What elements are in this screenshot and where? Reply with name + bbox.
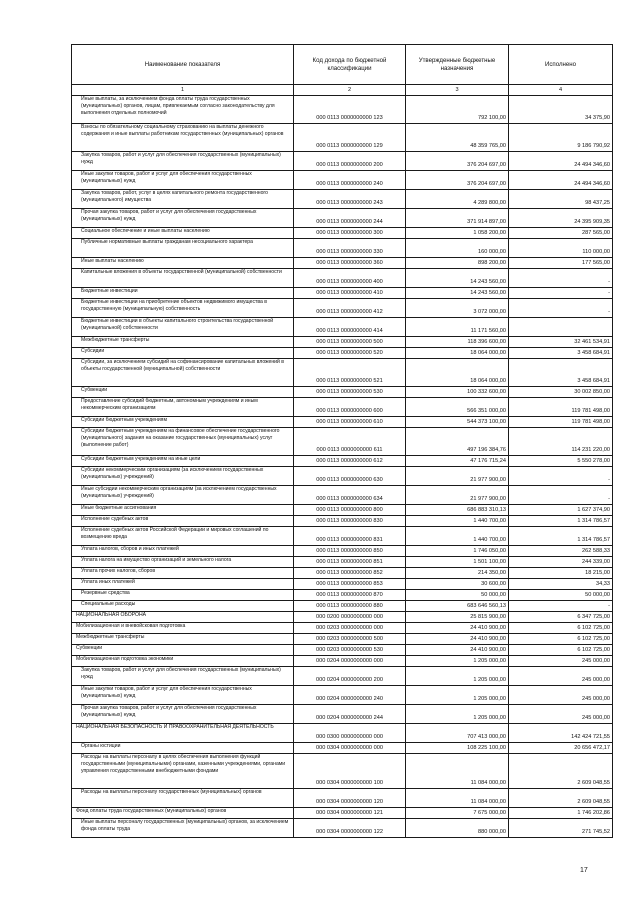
approved-amount-cell: 50 000,00 (406, 590, 509, 601)
table-row (72, 359, 613, 387)
table-row (72, 808, 613, 819)
indicator-name-cell: Исполнение судебных актов (72, 516, 294, 527)
budget-code-cell: 000 0113 0000000000 630 (294, 467, 406, 486)
table-row (72, 579, 613, 590)
approved-amount-cell: 11 084 000,00 (406, 754, 509, 789)
table-row (72, 546, 613, 557)
budget-code-cell: 000 0113 0000000000 530 (294, 387, 406, 398)
executed-amount-cell: 30 002 850,00 (509, 387, 613, 398)
budget-code-cell: 000 0113 0000000000 851 (294, 557, 406, 568)
budget-code-cell: 000 0113 0000000000 400 (294, 269, 406, 288)
table-row (72, 686, 613, 705)
budget-code-cell: 000 0113 0000000000 521 (294, 359, 406, 387)
executed-amount-cell: 262 588,33 (509, 546, 613, 557)
budget-code-cell: 000 0204 0000000000 200 (294, 667, 406, 686)
indicator-name-cell: Уплата прочих налогов, сборов (72, 568, 294, 579)
budget-code-cell: 000 0200 0000000000 000 (294, 612, 406, 623)
indicator-name-cell: Межбюджетные трансферты (72, 634, 294, 645)
approved-amount-cell: 21 977 900,00 (406, 467, 509, 486)
indicator-name-cell: Прочая закупка товаров, работ и услуг для обеспечения государственных (муниципальных) нужд (72, 705, 294, 724)
budget-code-cell: 000 0113 0000000000 500 (294, 337, 406, 348)
executed-amount-cell: 24 494 346,60 (509, 152, 613, 171)
executed-amount-cell: 245 000,00 (509, 667, 613, 686)
budget-code-cell: 000 0113 0000000000 240 (294, 171, 406, 190)
approved-amount-cell: 497 196 384,76 (406, 428, 509, 456)
executed-amount-cell: - (509, 601, 613, 612)
table-row (72, 428, 613, 456)
approved-amount-cell: 47 176 715,24 (406, 456, 509, 467)
executed-amount-cell: 245 000,00 (509, 705, 613, 724)
approved-amount-cell: 1 058 200,00 (406, 228, 509, 239)
indicator-name-cell: Взносы по обязательному социальному страхованию на выплаты денежного содержания и иные выплаты работникам государственных (муниципальных) органов (72, 124, 294, 152)
budget-code-cell: 000 0300 0000000000 000 (294, 724, 406, 743)
executed-amount-cell: 114 231 220,00 (509, 428, 613, 456)
indicator-name-cell: Иные закупки товаров, работ и услуг для обеспечения государственных (муниципальных) нужд (72, 686, 294, 705)
executed-amount-cell: 50 000,00 (509, 590, 613, 601)
column-number: 1 (72, 85, 294, 96)
approved-amount-cell: 214 350,00 (406, 568, 509, 579)
table-row (72, 634, 613, 645)
approved-amount-cell: 707 413 000,00 (406, 724, 509, 743)
executed-amount-cell: - (509, 467, 613, 486)
approved-amount-cell: 21 977 900,00 (406, 486, 509, 505)
executed-amount-cell: 5 550 278,00 (509, 456, 613, 467)
budget-code-cell: 000 0113 0000000000 243 (294, 190, 406, 209)
budget-code-cell: 000 0203 0000000000 500 (294, 634, 406, 645)
approved-amount-cell: 18 064 000,00 (406, 359, 509, 387)
indicator-name-cell: Фонд оплаты труда государственных (муниципальных) органов (72, 808, 294, 819)
table-row (72, 299, 613, 318)
table-row (72, 645, 613, 656)
executed-amount-cell: 119 781 498,00 (509, 417, 613, 428)
approved-amount-cell: 24 410 900,00 (406, 634, 509, 645)
executed-amount-cell: 6 102 725,00 (509, 634, 613, 645)
budget-code-cell: 000 0113 0000000000 852 (294, 568, 406, 579)
executed-amount-cell: 24 395 909,35 (509, 209, 613, 228)
header-indicator-name: Наименование показателя (72, 45, 294, 85)
budget-code-cell: 000 0304 0000000000 121 (294, 808, 406, 819)
table-row (72, 171, 613, 190)
table-row (72, 590, 613, 601)
column-number: 2 (294, 85, 406, 96)
budget-code-cell: 000 0304 0000000000 120 (294, 789, 406, 808)
executed-amount-cell: 98 437,25 (509, 190, 613, 209)
approved-amount-cell: 376 204 697,00 (406, 171, 509, 190)
indicator-name-cell: Уплата налога на имущество организаций и земельного налога (72, 557, 294, 568)
approved-amount-cell: 100 332 600,00 (406, 387, 509, 398)
approved-amount-cell: 48 359 765,00 (406, 124, 509, 152)
indicator-name-cell: Социальное обеспечение и иные выплаты населению (72, 228, 294, 239)
budget-code-cell: 000 0113 0000000000 831 (294, 527, 406, 546)
approved-amount-cell: 24 410 900,00 (406, 623, 509, 634)
approved-amount-cell: 30 600,00 (406, 579, 509, 590)
approved-amount-cell: 566 351 000,00 (406, 398, 509, 417)
table-row (72, 258, 613, 269)
table-row (72, 486, 613, 505)
budget-code-cell: 000 0204 0000000000 244 (294, 705, 406, 724)
executed-amount-cell: 271 745,52 (509, 819, 613, 838)
budget-code-cell: 000 0113 0000000000 611 (294, 428, 406, 456)
indicator-name-cell: Закупка товаров, работ и услуг для обеспечения государственных (муниципальных) нужд (72, 667, 294, 686)
table-row (72, 152, 613, 171)
executed-amount-cell: 32 461 534,91 (509, 337, 613, 348)
approved-amount-cell: 1 501 100,00 (406, 557, 509, 568)
indicator-name-cell: Специальные расходы (72, 601, 294, 612)
approved-amount-cell: 1 440 700,00 (406, 516, 509, 527)
table-row (72, 467, 613, 486)
approved-amount-cell: 1 205 000,00 (406, 667, 509, 686)
table-row (72, 527, 613, 546)
table-row (72, 318, 613, 337)
table-row (72, 348, 613, 359)
approved-amount-cell: 1 205 000,00 (406, 705, 509, 724)
page-number: 17 (580, 867, 588, 874)
indicator-name-cell: Уплата иных платежей (72, 579, 294, 590)
indicator-name-cell: НАЦИОНАЛЬНАЯ ОБОРОНА (72, 612, 294, 623)
approved-amount-cell: 18 064 000,00 (406, 348, 509, 359)
indicator-name-cell: Иные закупки товаров, работ и услуг для обеспечения государственных (муниципальных) нужд (72, 171, 294, 190)
indicator-name-cell: Расходы на выплаты персоналу государственных (муниципальных) органов (72, 789, 294, 808)
approved-amount-cell: 1 746 050,00 (406, 546, 509, 557)
executed-amount-cell: - (509, 486, 613, 505)
header-executed-amount: Исполнено (509, 45, 613, 85)
executed-amount-cell: 34 375,90 (509, 96, 613, 124)
budget-execution-table (71, 44, 613, 838)
executed-amount-cell: 6 347 725,00 (509, 612, 613, 623)
indicator-name-cell: Публичные нормативные выплаты гражданам несоциального характера (72, 239, 294, 258)
executed-amount-cell: 3 458 684,91 (509, 359, 613, 387)
executed-amount-cell: - (509, 269, 613, 288)
table-row (72, 505, 613, 516)
executed-amount-cell: 2 609 048,55 (509, 789, 613, 808)
approved-amount-cell: 11 084 000,00 (406, 789, 509, 808)
table-row (72, 269, 613, 288)
budget-code-cell: 000 0113 0000000000 612 (294, 456, 406, 467)
indicator-name-cell: Субсидии бюджетным учреждениям на иные цели (72, 456, 294, 467)
table-row (72, 456, 613, 467)
budget-code-cell: 000 0203 0000000000 000 (294, 623, 406, 634)
budget-code-cell: 000 0113 0000000000 123 (294, 96, 406, 124)
budget-code-cell: 000 0113 0000000000 880 (294, 601, 406, 612)
executed-amount-cell: 6 102 725,00 (509, 623, 613, 634)
table-row (72, 190, 613, 209)
indicator-name-cell: Прочая закупка товаров, работ и услуг для обеспечения государственных (муниципальных) нужд (72, 209, 294, 228)
table-row (72, 387, 613, 398)
executed-amount-cell: 1 314 786,57 (509, 516, 613, 527)
indicator-name-cell: Субсидии некоммерческим организациям (за исключением государственных (муниципальных) учреждений) (72, 467, 294, 486)
table-row (72, 398, 613, 417)
budget-code-cell: 000 0113 0000000000 412 (294, 299, 406, 318)
executed-amount-cell: - (509, 288, 613, 299)
indicator-name-cell: Предоставление субсидий бюджетным, автономным учреждениям и иным некоммерческим организациям (72, 398, 294, 417)
table-row (72, 209, 613, 228)
column-number-row (72, 85, 613, 96)
indicator-name-cell: Капитальные вложения в объекты государственной (муниципальной) собственности (72, 269, 294, 288)
indicator-name-cell: Мобилизационная и вневойсковая подготовка (72, 623, 294, 634)
table-row (72, 288, 613, 299)
approved-amount-cell: 7 675 000,00 (406, 808, 509, 819)
executed-amount-cell: 6 102 725,00 (509, 645, 613, 656)
table-row (72, 667, 613, 686)
indicator-name-cell: Субвенции (72, 387, 294, 398)
indicator-name-cell: Резервные средства (72, 590, 294, 601)
budget-code-cell: 000 0113 0000000000 830 (294, 516, 406, 527)
table-body (72, 96, 613, 838)
table-row (72, 623, 613, 634)
approved-amount-cell: 118 396 600,00 (406, 337, 509, 348)
table-header (72, 45, 613, 96)
budget-code-cell: 000 0113 0000000000 200 (294, 152, 406, 171)
table-row (72, 656, 613, 667)
executed-amount-cell: 177 565,00 (509, 258, 613, 269)
table-row (72, 789, 613, 808)
budget-code-cell: 000 0304 0000000000 100 (294, 754, 406, 789)
column-number: 4 (509, 85, 613, 96)
executed-amount-cell: 1 627 374,90 (509, 505, 613, 516)
executed-amount-cell: 245 000,00 (509, 656, 613, 667)
budget-code-cell: 000 0304 0000000000 000 (294, 743, 406, 754)
indicator-name-cell: Уплата налогов, сборов и иных платежей (72, 546, 294, 557)
indicator-name-cell: Закупка товаров, работ и услуг для обеспечения государственных (муниципальных) нужд (72, 152, 294, 171)
indicator-name-cell: Бюджетные инвестиции в объекты капитального строительства государственной (муниципальной) собственности (72, 318, 294, 337)
executed-amount-cell: 1 746 202,86 (509, 808, 613, 819)
indicator-name-cell: Межбюджетные трансферты (72, 337, 294, 348)
executed-amount-cell: 24 494 346,60 (509, 171, 613, 190)
indicator-name-cell: Органы юстиции (72, 743, 294, 754)
table-row (72, 337, 613, 348)
budget-code-cell: 000 0204 0000000000 240 (294, 686, 406, 705)
approved-amount-cell: 4 289 800,00 (406, 190, 509, 209)
executed-amount-cell: 287 565,00 (509, 228, 613, 239)
approved-amount-cell: 3 072 000,00 (406, 299, 509, 318)
executed-amount-cell: 244 339,00 (509, 557, 613, 568)
table-row (72, 743, 613, 754)
executed-amount-cell: 2 609 048,55 (509, 754, 613, 789)
executed-amount-cell: 34,33 (509, 579, 613, 590)
indicator-name-cell: Иные субсидии некоммерческим организациям (за исключением государственных (муниципальных) учреждений) (72, 486, 294, 505)
table-row (72, 228, 613, 239)
budget-code-cell: 000 0113 0000000000 244 (294, 209, 406, 228)
budget-code-cell: 000 0113 0000000000 360 (294, 258, 406, 269)
header-row (72, 45, 613, 85)
indicator-name-cell: Иные выплаты, за исключением фонда оплаты труда государственных (муниципальных) органов, лицам, привлекаемым согласно законодательству для выполнения отдельных полномочий (72, 96, 294, 124)
approved-amount-cell: 544 373 100,00 (406, 417, 509, 428)
executed-amount-cell: 142 424 721,55 (509, 724, 613, 743)
budget-code-cell: 000 0203 0000000000 530 (294, 645, 406, 656)
table-row (72, 612, 613, 623)
table-row (72, 239, 613, 258)
budget-code-cell: 000 0113 0000000000 410 (294, 288, 406, 299)
budget-code-cell: 000 0113 0000000000 300 (294, 228, 406, 239)
approved-amount-cell: 683 646 560,13 (406, 601, 509, 612)
indicator-name-cell: Бюджетные инвестиции на приобретение объектов недвижимого имущества в государственную (муниципальную) собственность (72, 299, 294, 318)
executed-amount-cell: 20 656 472,17 (509, 743, 613, 754)
budget-code-cell: 000 0113 0000000000 853 (294, 579, 406, 590)
indicator-name-cell: Исполнение судебных актов Российской Федерации и мировых соглашений по возмещению вреда (72, 527, 294, 546)
budget-code-cell: 000 0113 0000000000 129 (294, 124, 406, 152)
approved-amount-cell: 1 440 700,00 (406, 527, 509, 546)
table-row (72, 557, 613, 568)
budget-code-cell: 000 0113 0000000000 800 (294, 505, 406, 516)
executed-amount-cell: 3 458 684,91 (509, 348, 613, 359)
approved-amount-cell: 792 100,00 (406, 96, 509, 124)
table-row (72, 601, 613, 612)
table-row (72, 516, 613, 527)
indicator-name-cell: Закупка товаров, работ, услуг в целях капитального ремонта государственного (муниципального) имущества (72, 190, 294, 209)
approved-amount-cell: 1 205 000,00 (406, 656, 509, 667)
executed-amount-cell: 119 781 498,00 (509, 398, 613, 417)
budget-code-cell: 000 0113 0000000000 870 (294, 590, 406, 601)
approved-amount-cell: 371 914 897,00 (406, 209, 509, 228)
table-row (72, 819, 613, 838)
indicator-name-cell: Субсидии (72, 348, 294, 359)
indicator-name-cell: Субвенции (72, 645, 294, 656)
budget-code-cell: 000 0113 0000000000 634 (294, 486, 406, 505)
indicator-name-cell: Субсидии бюджетным учреждениям на финансовое обеспечение государственного (муниципального) задания на оказание государственных (муниципальных) услуг (выполнение работ) (72, 428, 294, 456)
executed-amount-cell: - (509, 299, 613, 318)
approved-amount-cell: 14 243 560,00 (406, 288, 509, 299)
approved-amount-cell: 11 171 560,00 (406, 318, 509, 337)
approved-amount-cell: 14 243 560,00 (406, 269, 509, 288)
executed-amount-cell: 245 000,00 (509, 686, 613, 705)
column-number: 3 (406, 85, 509, 96)
approved-amount-cell: 898 200,00 (406, 258, 509, 269)
executed-amount-cell: 9 186 790,92 (509, 124, 613, 152)
table-row (72, 568, 613, 579)
table-row (72, 754, 613, 789)
indicator-name-cell: НАЦИОНАЛЬНАЯ БЕЗОПАСНОСТЬ И ПРАВООХРАНИТЕЛЬНАЯ ДЕЯТЕЛЬНОСТЬ (72, 724, 294, 743)
budget-code-cell: 000 0113 0000000000 600 (294, 398, 406, 417)
indicator-name-cell: Бюджетные инвестиции (72, 288, 294, 299)
executed-amount-cell (509, 318, 613, 337)
approved-amount-cell: 1 205 000,00 (406, 686, 509, 705)
approved-amount-cell: 376 204 697,00 (406, 152, 509, 171)
indicator-name-cell: Субсидии бюджетным учреждениям (72, 417, 294, 428)
table-row (72, 96, 613, 124)
budget-code-cell: 000 0113 0000000000 414 (294, 318, 406, 337)
approved-amount-cell: 24 410 900,00 (406, 645, 509, 656)
executed-amount-cell: 110 000,00 (509, 239, 613, 258)
approved-amount-cell: 880 000,00 (406, 819, 509, 838)
approved-amount-cell: 108 225 100,00 (406, 743, 509, 754)
budget-code-cell: 000 0113 0000000000 520 (294, 348, 406, 359)
executed-amount-cell: 1 314 786,57 (509, 527, 613, 546)
header-approved-amount: Утвержденные бюджетные назначения (406, 45, 509, 85)
budget-code-cell: 000 0204 0000000000 000 (294, 656, 406, 667)
indicator-name-cell: Расходы на выплаты персоналу в целях обеспечения выполнения функций государственными (муниципальными) органами, казенными учреждениями, органами управления государственными внебюджетными фондами (72, 754, 294, 789)
budget-code-cell: 000 0113 0000000000 610 (294, 417, 406, 428)
indicator-name-cell: Мобилизационная подготовка экономики (72, 656, 294, 667)
indicator-name-cell: Иные выплаты населению (72, 258, 294, 269)
table-row (72, 705, 613, 724)
indicator-name-cell: Субсидии, за исключением субсидий на софинансирование капитальных вложений в объекты государственной (муниципальной) собственности (72, 359, 294, 387)
executed-amount-cell: 18 215,00 (509, 568, 613, 579)
table-row (72, 124, 613, 152)
table-row (72, 724, 613, 743)
indicator-name-cell: Иные бюджетные ассигнования (72, 505, 294, 516)
header-budget-code: Код дохода по бюджетной классификации (294, 45, 406, 85)
table-row (72, 417, 613, 428)
budget-code-cell: 000 0113 0000000000 850 (294, 546, 406, 557)
budget-code-cell: 000 0113 0000000000 330 (294, 239, 406, 258)
approved-amount-cell: 25 815 900,00 (406, 612, 509, 623)
approved-amount-cell: 686 883 310,13 (406, 505, 509, 516)
approved-amount-cell: 160 000,00 (406, 239, 509, 258)
indicator-name-cell: Иные выплаты персоналу государственных (муниципальных) органов, за исключением фонда оплаты труда (72, 819, 294, 838)
budget-code-cell: 000 0304 0000000000 122 (294, 819, 406, 838)
